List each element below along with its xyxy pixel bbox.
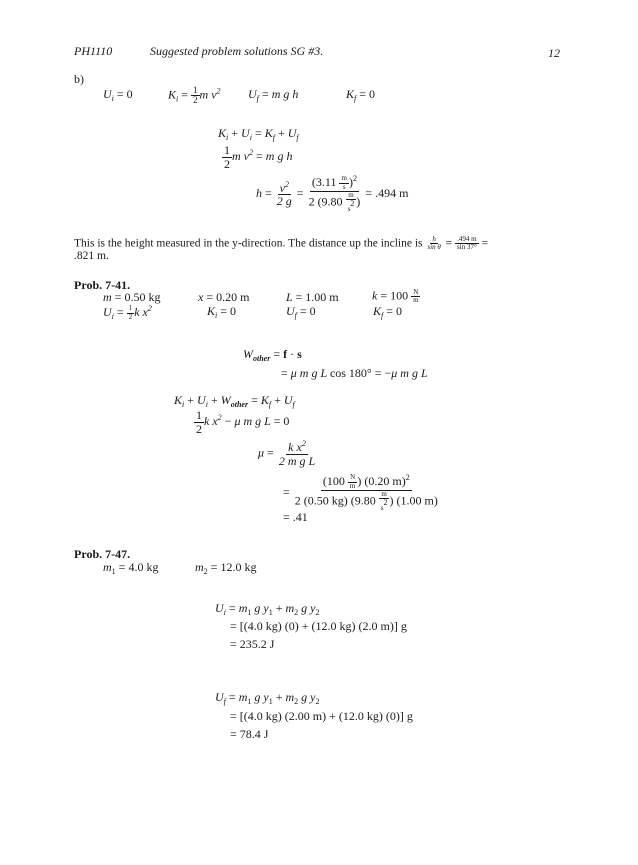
mu-equation: μ = $\frac{k x^2}{\text{2 m g L}}$: [258, 439, 316, 468]
prob47-ui-line3: = 235.2 J: [230, 637, 275, 651]
mu-result: = .41: [283, 510, 308, 524]
prob41-energy-eq: $K_i + U_i + W_{other} = K_f + U_f$: [174, 393, 295, 409]
height-equation: h = $\frac{v^2}{2 g}$ = (3.11 $\frac{m}{s}$ )$^2$ 2 (9.80 $\frac{m}{s2}$ ) = .494 m: [256, 174, 409, 214]
ki-equation: $K_i$ = $\frac{1}{2}$ m $v^2$: [168, 85, 221, 106]
prob47-uf-line1: $U_f = m_1$ g $y_1 + m_2$ g $y_2$: [215, 690, 320, 706]
prob47-ui-line1: $U_i = m_1$ g $y_1 + m_2$ g $y_2$: [215, 601, 320, 617]
prob41-mass: m = 0.50 kg: [103, 290, 161, 304]
work-other-eq-2: = μ m g L cos 180° = −μ m g L: [281, 366, 428, 380]
course-code: PH1110: [74, 44, 113, 58]
kf-equation: $K_f = 0$: [346, 87, 376, 103]
prob-41-heading: Prob. 7-41.: [74, 278, 131, 292]
prob41-ui: $U_i$ = $\frac{1}{2}$ k $x^2$: [103, 304, 152, 321]
prob41-x: x = 0.20 m: [198, 290, 250, 304]
energy-step-2: $\frac{1}{2}$ m $v^2 = m$ g h: [224, 143, 293, 171]
prob41-ki: $K_i = 0$: [207, 304, 237, 320]
prob41-k: k = 100 $\frac{N}{m}$: [372, 288, 419, 305]
incline-explanation: This is the height measured in the y-direction. The distance up the incline is $\frac{h}{\text{sin θ}}$ = $\frac{.494 m}{\sin 37^\circ}$ =: [74, 235, 489, 252]
energy-conservation-eq: $K_i + U_i = K_f + U_f$: [218, 126, 299, 142]
mu-numeric: = (100 $\frac{N}{m}$ ) (0.20 m)$^2$ 2 (0.50 kg) (9.80 $\frac{m}{s2}$ ) (1.00 m): [283, 473, 438, 513]
prob41-L: L = 1.00 m: [286, 290, 339, 304]
prob41-uf: $U_f = 0$: [286, 304, 316, 320]
prob-47-heading: Prob. 7-47.: [74, 547, 131, 561]
prob47-ui-line2: = [(4.0 kg) (0) + (12.0 kg) (2.0 m)] g: [230, 619, 407, 633]
uf-equation: $U_f = m$ g h: [248, 87, 299, 103]
prob41-kf: $K_f = 0$: [373, 304, 403, 320]
work-other-eq: $W_{other} = f \cdot s$: [243, 347, 302, 363]
height-result: = .494 m: [365, 186, 409, 201]
prob47-uf-line2: = [(4.0 kg) (2.00 m) + (12.0 kg) (0)] g: [230, 709, 413, 723]
part-b-label: b): [74, 72, 84, 86]
prob47-m2: $m_2 = 12.0$ kg: [195, 560, 257, 576]
ui-equation: $U_i = 0$: [103, 87, 133, 103]
prob41-step: $\frac{1}{2}$ k $x^2 - \mu$ m g L = 0: [196, 408, 290, 436]
page-title: Suggested problem solutions SG #3.: [150, 44, 324, 58]
incline-result: .821 m.: [74, 250, 109, 262]
page-number: 12: [548, 46, 560, 60]
prob47-uf-line3: = 78.4 J: [230, 727, 269, 741]
prob47-m1: $m_1 = 4.0$ kg: [103, 560, 159, 576]
